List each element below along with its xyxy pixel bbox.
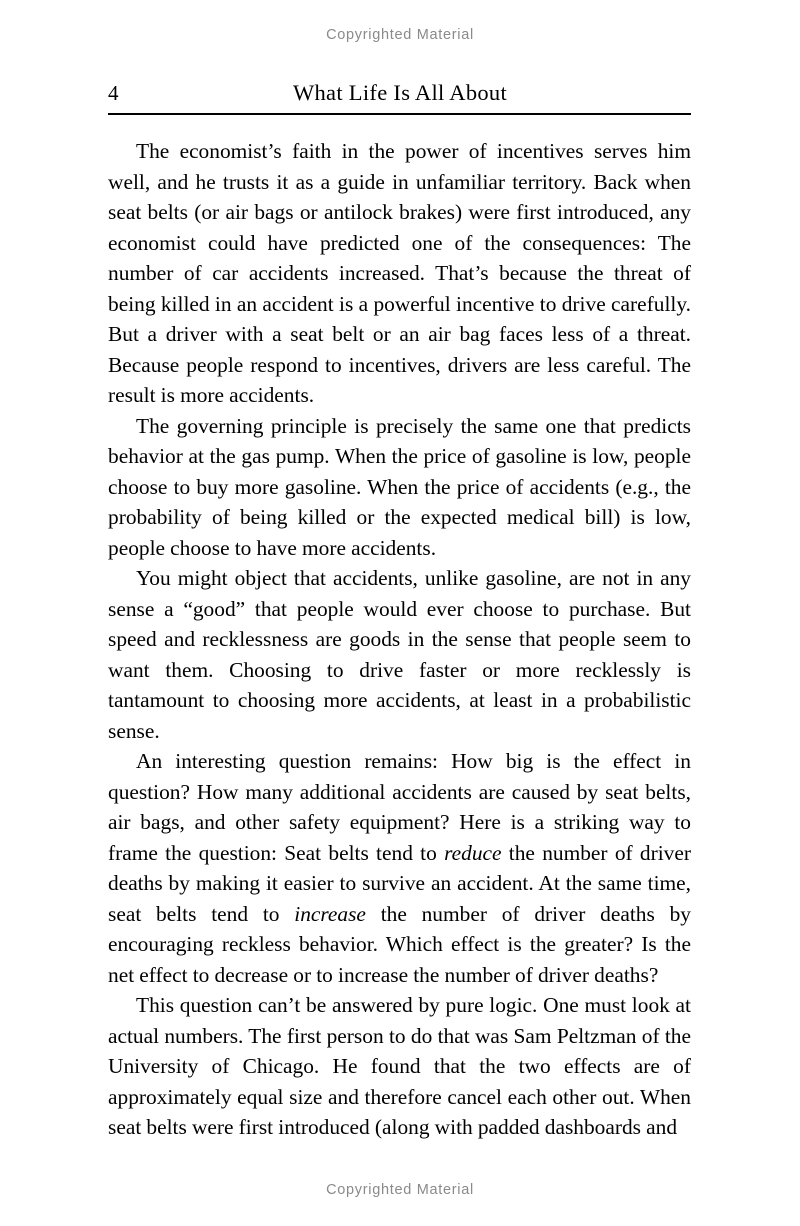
body-paragraph: The governing principle is precisely the same one that predicts behavior at the gas pump. When the price of gasoline is low, people choose to buy more gasoline. When the price of accidents (e.g., the probability of being killed or the expected medical bill) is low, people choose to have more accidents. [108, 413, 691, 560]
copyright-watermark-bottom: Copyrighted Material [326, 1182, 474, 1198]
body-paragraph: This question can’t be answered by pure logic. One must look at actual numbers. The first person to do that was Sam Peltzman of the University of Chicago. He found that the two effects are of approximately equal size and therefore cancel each other out. When seat belts were first introduced (along with padded dashboards and [108, 993, 691, 1139]
header-rule [108, 113, 691, 115]
body-paragraph: The economist’s faith in the power of incentives serves him well, and he trusts it as a guide in unfamiliar territory. Back when seat belts (or air bags or antilock brakes) were first introduced, any economist could have predicted one of the consequences: The number of car accidents increased. That’s because the threat of being killed in an accident is a powerful incentive to drive carefully. But a driver with a seat belt or an air bag faces less of a threat. Because people respond to incentives, drivers are less careful. The result is more accidents. [108, 139, 691, 407]
page-number: 4 [108, 81, 119, 105]
body-paragraph: An interesting question remains: How big is the effect in question? How many additional accidents are caused by seat belts, air bags, and other safety equipment? Here is a striking way to frame the question: Seat belts tend to reduce the number of driver deaths by making it easier to survive an accident. At the same time, seat belts tend to increase the number of driver deaths by encouraging reckless behavior. Which effect is the greater? Is the net effect to decrease or to increase the number of driver deaths? [108, 749, 691, 987]
copyright-watermark-top: Copyrighted Material [326, 27, 474, 43]
page-body [108, 136, 691, 1143]
body-paragraph: You might object that accidents, unlike gasoline, are not in any sense a “good” that people would ever choose to purchase. But speed and recklessness are goods in the sense that people seem to want them. Choosing to drive faster or more recklessly is tantamount to choosing more accidents, at least in a probabilistic sense. [108, 566, 691, 743]
emphasized-word: reduce [444, 840, 502, 865]
running-head-title: What Life Is All About [292, 80, 508, 105]
running-head [108, 78, 692, 108]
emphasized-word: increase [294, 901, 366, 926]
